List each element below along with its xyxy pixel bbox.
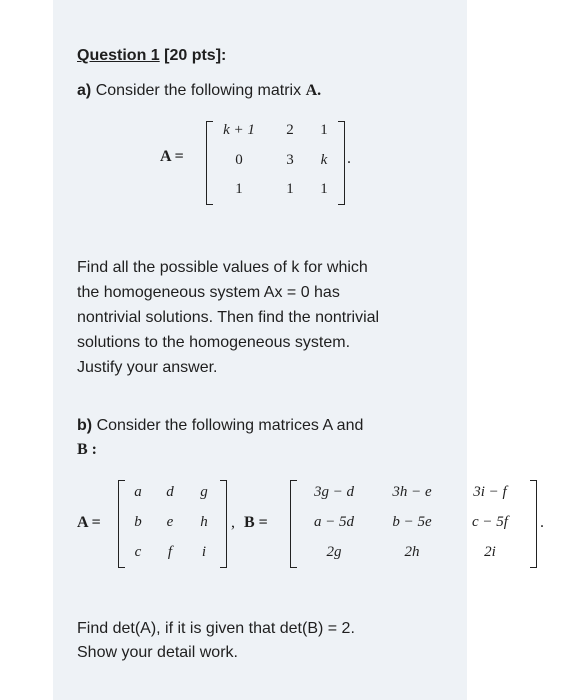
matrix-b-a-cell: b: [134, 514, 142, 530]
part-b-intro-2: B :: [77, 441, 97, 458]
matrix-a-cell: 1: [320, 181, 328, 197]
part-a-label: a): [77, 82, 92, 99]
matrix-a-cell: 1: [320, 122, 328, 138]
part-b-label: b): [77, 417, 93, 434]
part-a-intro: [77, 81, 321, 101]
question-title: [77, 46, 226, 66]
matrix-b-a-right-bracket: [220, 480, 227, 568]
matrix-b-a-cell: c: [134, 544, 142, 560]
matrix-b-label: B =: [244, 514, 268, 531]
part-a-line-1: Find all the possible values of k for which: [77, 259, 368, 276]
matrix-b-a-cell: f: [167, 544, 173, 560]
question-points: [20 pts]:: [159, 47, 227, 64]
matrix-b-a-cell: e: [166, 514, 174, 530]
matrix-b-a-cell: h: [200, 514, 208, 530]
matrix-b-a-cell: a: [134, 484, 142, 500]
matrix-b-a-cell: g: [200, 484, 208, 500]
matrix-a-right-bracket: [338, 121, 345, 205]
matrix-a-cell: 1: [235, 181, 243, 197]
matrix-a-cell: 3: [286, 152, 294, 168]
part-a-line-2: the homogeneous system Ax = 0 has: [77, 284, 340, 301]
matrix-b-cell: b − 5e: [392, 514, 432, 530]
part-b-line-1: Find det(A), if it is given that det(B) = 2.: [77, 620, 355, 637]
matrix-comma: ,: [231, 514, 235, 531]
part-a-line-3: nontrivial solutions. Then find the nontrivial: [77, 309, 380, 326]
part-a-matrix-name: A.: [305, 82, 322, 99]
matrix-b-cell: 3g − d: [313, 484, 355, 500]
matrix-b-a-label: A =: [77, 514, 101, 531]
matrix-b-cell: 3h − e: [392, 484, 432, 500]
matrix-b-cell: 3i − f: [473, 484, 507, 500]
matrix-a-cell: 0: [235, 152, 243, 168]
matrix-a-label: A =: [160, 148, 184, 165]
matrix-b-cell: 2h: [404, 544, 420, 560]
matrix-a-cell: 2: [286, 122, 294, 138]
question-number: Question 1: [77, 47, 160, 64]
part-a-line-5: Justify your answer.: [77, 359, 218, 376]
matrix-b-period: .: [540, 514, 544, 531]
matrix-b-a-cell: i: [201, 544, 207, 560]
part-b-line-2: Show your detail work.: [77, 644, 238, 661]
matrix-b-a-cell: d: [166, 484, 174, 500]
matrix-b-cell: 2i: [484, 544, 496, 560]
matrix-a-cell: 1: [286, 181, 294, 197]
matrix-b-right-bracket: [530, 480, 537, 568]
matrix-a-cell: k: [320, 152, 328, 168]
matrix-b-cell: a − 5d: [313, 514, 355, 530]
part-a-line-4: solutions to the homogeneous system.: [77, 334, 351, 351]
matrix-a-cell: k + 1: [223, 122, 255, 138]
matrix-b-cell: 2g: [326, 544, 342, 560]
part-b-intro-text: Consider the following matrices A and: [96, 417, 364, 434]
matrix-b-cell: c − 5f: [472, 514, 508, 530]
matrix-b-a-left-bracket: [118, 480, 125, 568]
part-b-intro: [77, 416, 363, 436]
part-a-intro-text: Consider the following matrix: [95, 82, 302, 99]
matrix-a-period: .: [347, 150, 351, 167]
